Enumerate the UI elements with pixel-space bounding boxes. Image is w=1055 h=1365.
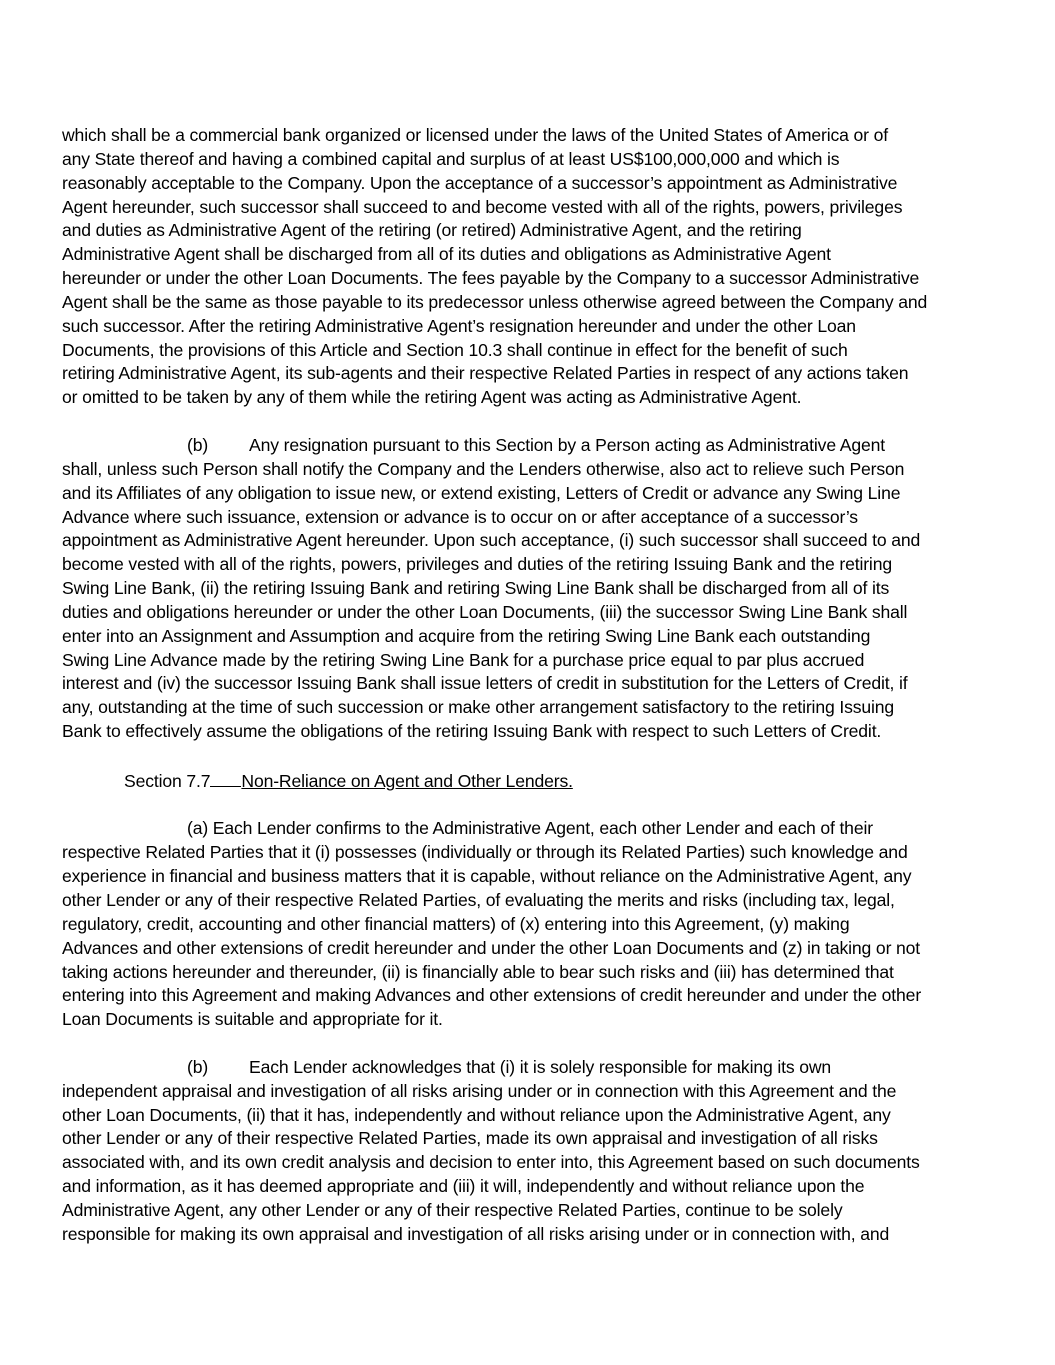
text-line: Agent hereunder, such successor shall succeed to and become vested with all of the rights, powers, privileges xyxy=(62,196,903,217)
text-line: responsible for making its own appraisal and investigation of all risks arising under or in connection with, and xyxy=(62,1223,890,1244)
paragraph-first-text: Any resignation pursuant to this Section by a Person acting as Administrative Agent xyxy=(249,434,885,455)
text-line: Swing Line Bank, (ii) the retiring Issuing Bank and retiring Swing Line Bank shall be discharged from all of its xyxy=(62,578,890,599)
paragraph-b-acknowledgement xyxy=(62,1056,996,1247)
text-line: Loan Documents is suitable and appropriate for it. xyxy=(62,1009,443,1030)
text-line: and its Affiliates of any obligation to issue new, or extend existing, Letters of Credit or advance any Swing Line xyxy=(62,482,901,503)
text-line: enter into an Assignment and Assumption and acquire from the retiring Swing Line Bank each outstanding xyxy=(62,625,871,646)
text-line: entering into this Agreement and making Advances and other extensions of credit hereunder and under the other xyxy=(62,985,922,1006)
text-line: Swing Line Advance made by the retiring Swing Line Bank for a purchase price equal to par plus accrued xyxy=(62,649,865,670)
text-line: respective Related Parties that it (i) possesses (individually or through its Related Parties) such knowledge and xyxy=(62,842,908,863)
text-line: and information, as it has deemed appropriate and (iii) it will, independently and without reliance upon the xyxy=(62,1176,865,1197)
paragraph-gap xyxy=(62,410,996,434)
text-line: reasonably acceptable to the Company. Upon the acceptance of a successor’s appointment as Administrative xyxy=(62,172,898,193)
text-line: Administrative Agent, any other Lender or any of their respective Related Parties, continue to be solely xyxy=(62,1199,843,1220)
section-tab-underline xyxy=(210,768,241,787)
text-line: other Lender or any of their respective Related Parties, of evaluating the merits and risks (including tax, legal, xyxy=(62,890,895,910)
section-heading-line xyxy=(62,768,996,794)
text-line: retiring Administrative Agent, its sub-agents and their respective Related Parties in respect of any actions taken xyxy=(62,363,909,384)
text-line: Advance where such issuance, extension or advance is to occur on or after acceptance of a successor’s xyxy=(62,506,858,527)
text-line: experience in financial and business matters that it is capable, without reliance on the Administrative Agent, any xyxy=(62,866,912,887)
text-line: any, outstanding at the time of such succession or make other arrangement satisfactory to the retiring Issuing xyxy=(62,697,895,718)
text-line: Advances and other extensions of credit hereunder and under the other Loan Documents and (z) in taking or not xyxy=(62,937,921,958)
paragraph-label: (b) xyxy=(187,434,209,455)
text-line: appointment as Administrative Agent hereunder. Upon such acceptance, (i) such successor shall succeed to and xyxy=(62,530,921,551)
paragraph-gap xyxy=(62,1032,996,1056)
paragraph-a-confirmation xyxy=(62,817,996,1032)
paragraph-first-text: Each Lender acknowledges that (i) it is solely responsible for making its own xyxy=(249,1056,832,1077)
section-title: Non-Reliance on Agent and Other Lenders. xyxy=(241,770,573,791)
paragraph-b-resignation xyxy=(62,434,996,744)
text-line: which shall be a commercial bank organized or licensed under the laws of the United States of America or of xyxy=(62,125,888,145)
text-line: become vested with all of the rights, powers, privileges and duties of the retiring Issuing Bank and the retiring xyxy=(62,554,892,575)
text-line: hereunder or under the other Loan Documents. The fees payable by the Company to a successor Administrative xyxy=(62,268,920,289)
paragraph-label: (b) xyxy=(187,1056,209,1077)
paragraph-gap xyxy=(62,794,996,818)
text-line: or omitted to be taken by any of them while the retiring Agent was acting as Administrative Agent. xyxy=(62,387,802,408)
section-heading xyxy=(62,768,996,794)
text-line: any State thereof and having a combined capital and surplus of at least US$100,000,000 and which is xyxy=(62,148,840,169)
text-line: other Loan Documents, (ii) that it has, independently and without reliance upon the Administrative Agent, any xyxy=(62,1104,891,1125)
text-line: taking actions hereunder and thereunder, (ii) is financially able to bear such risks and (iii) has determined that xyxy=(62,961,894,982)
text-line: shall, unless such Person shall notify the Company and the Lenders otherwise, also act to relieve such Person xyxy=(62,458,905,479)
text-line: Bank to effectively assume the obligations of the retiring Issuing Bank with respect to such Letters of Credit. xyxy=(62,721,882,742)
document-page xyxy=(62,124,996,1247)
text-line: Administrative Agent shall be discharged from all of its duties and obligations as Administrative Agent xyxy=(62,244,831,265)
text-line: and duties as Administrative Agent of the retiring (or retired) Administrative Agent, and the retiring xyxy=(62,220,802,241)
text-line: Documents, the provisions of this Article and Section 10.3 shall continue in effect for the benefit of such xyxy=(62,339,848,360)
paragraph-first-line xyxy=(62,434,996,458)
paragraph-first-line xyxy=(62,1056,996,1080)
text-line: duties and obligations hereunder or under the other Loan Documents, (iii) the successor Swing Line Bank shall xyxy=(62,601,908,622)
text-line: independent appraisal and investigation of all risks arising under or in connection with this Agreement and the xyxy=(62,1080,897,1101)
section-number: Section 7.7 xyxy=(124,770,211,791)
text-line: Agent shall be the same as those payable to its predecessor unless otherwise agreed between the Company and xyxy=(62,291,928,312)
text-line: regulatory, credit, accounting and other financial matters) of (x) entering into this Agreement, (y) making xyxy=(62,913,850,934)
text-line: such successor. After the retiring Administrative Agent’s resignation hereunder and under the other Loan xyxy=(62,315,856,336)
text-line: other Lender or any of their respective Related Parties, made its own appraisal and investigation of all risks xyxy=(62,1128,878,1149)
paragraph-first-line: (a) Each Lender confirms to the Administrative Agent, each other Lender and each of their xyxy=(187,818,873,839)
paragraph-gap xyxy=(62,744,996,768)
continued-paragraph xyxy=(62,124,996,410)
text-line: interest and (iv) the successor Issuing Bank shall issue letters of credit in substitution for the Letters of Credit, if xyxy=(62,673,908,694)
text-line: associated with, and its own credit analysis and decision to enter into, this Agreement based on such documents xyxy=(62,1152,920,1173)
